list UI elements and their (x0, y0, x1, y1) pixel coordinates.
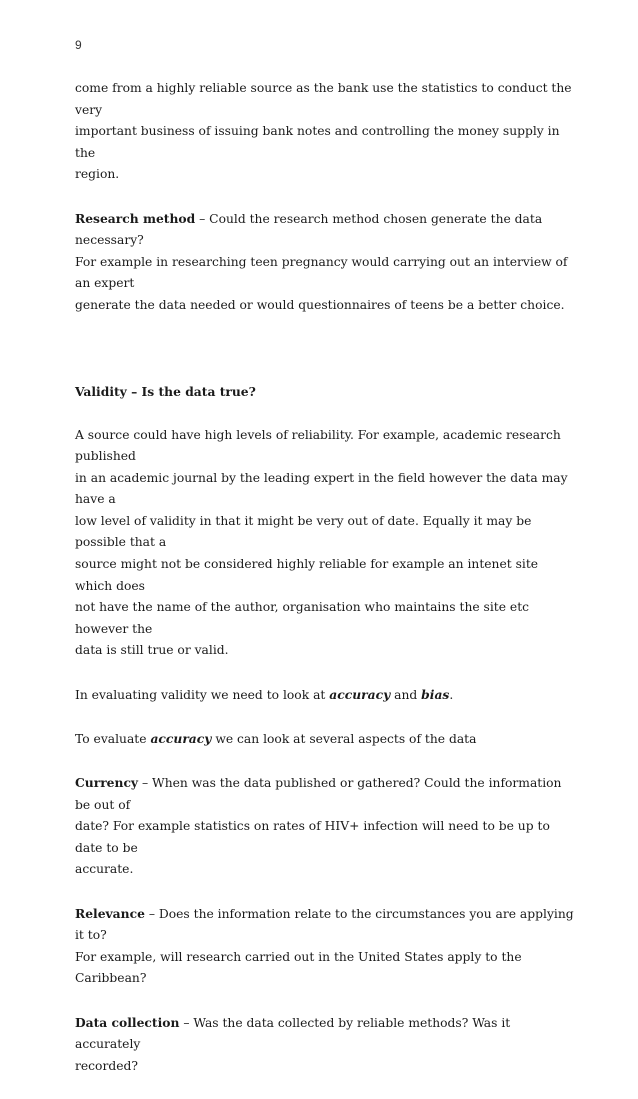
page-number: 9 (75, 38, 82, 52)
text-segment: we can look at several aspects of the data (211, 731, 477, 746)
paragraph-evaluating-validity (75, 684, 575, 707)
paragraph-text: come from a highly reliable source as the bank use the statistics to conduct the very important business of issuing bank notes and controlling the money supply in the region. (75, 81, 572, 182)
text-segment: To evaluate (75, 731, 151, 746)
paragraph-validity-explanation (75, 425, 575, 663)
paragraph-bank-source (75, 78, 575, 186)
paragraph-currency (75, 772, 575, 881)
paragraph-research-method (75, 208, 575, 317)
paragraph-data-collection (75, 1012, 575, 1078)
text-segment: and (390, 687, 422, 702)
term-data-collection: Data collection (75, 1014, 180, 1030)
term-currency: Currency (75, 775, 139, 790)
paragraph-text: A source could have high levels of reliability. For example, academic research published in an academic journal by the leading expert in the field however the data may have a low level of validity in that it might be very out of date. Equally it may be possible that a source might not be considered highly reliable for example an intenet site which does not have the name of the author, organisation who maintains the site etc however the data is still true or valid. (75, 427, 568, 658)
paragraph-text: – When was the data published or gathered? Could the information be out of date? For example statistics on rates of HIV+ infection will need to be up to date to be accurate. (75, 776, 562, 877)
term-accuracy: accuracy (150, 730, 212, 746)
term-bias: bias (421, 686, 450, 702)
term-accuracy: accuracy (329, 686, 391, 702)
paragraph-evaluate-accuracy (75, 728, 575, 751)
paragraph-relevance (75, 903, 575, 990)
heading-validity: Validity – Is the data true? (75, 384, 256, 400)
section-spacer (75, 338, 575, 381)
term-relevance: Relevance (75, 905, 145, 921)
paragraph-text: – Could the research method chosen generate the data necessary? For example in researching teen pregnancy would carrying out an interview of an expert generate the data needed or would questionnaires of teens be a better choice. (75, 211, 568, 312)
document-body (75, 78, 575, 1099)
text-segment: . (449, 687, 454, 702)
paragraph-text: – Does the information relate to the circumstances you are applying it to? For example, will research carried out in the United States apply to the Caribbean? (75, 906, 574, 986)
paragraph-text: – Was the data collected by reliable methods? Was it accurately recorded? (75, 1015, 511, 1073)
text-segment: In evaluating validity we need to look at (75, 687, 330, 702)
term-research-method: Research method (75, 210, 196, 226)
